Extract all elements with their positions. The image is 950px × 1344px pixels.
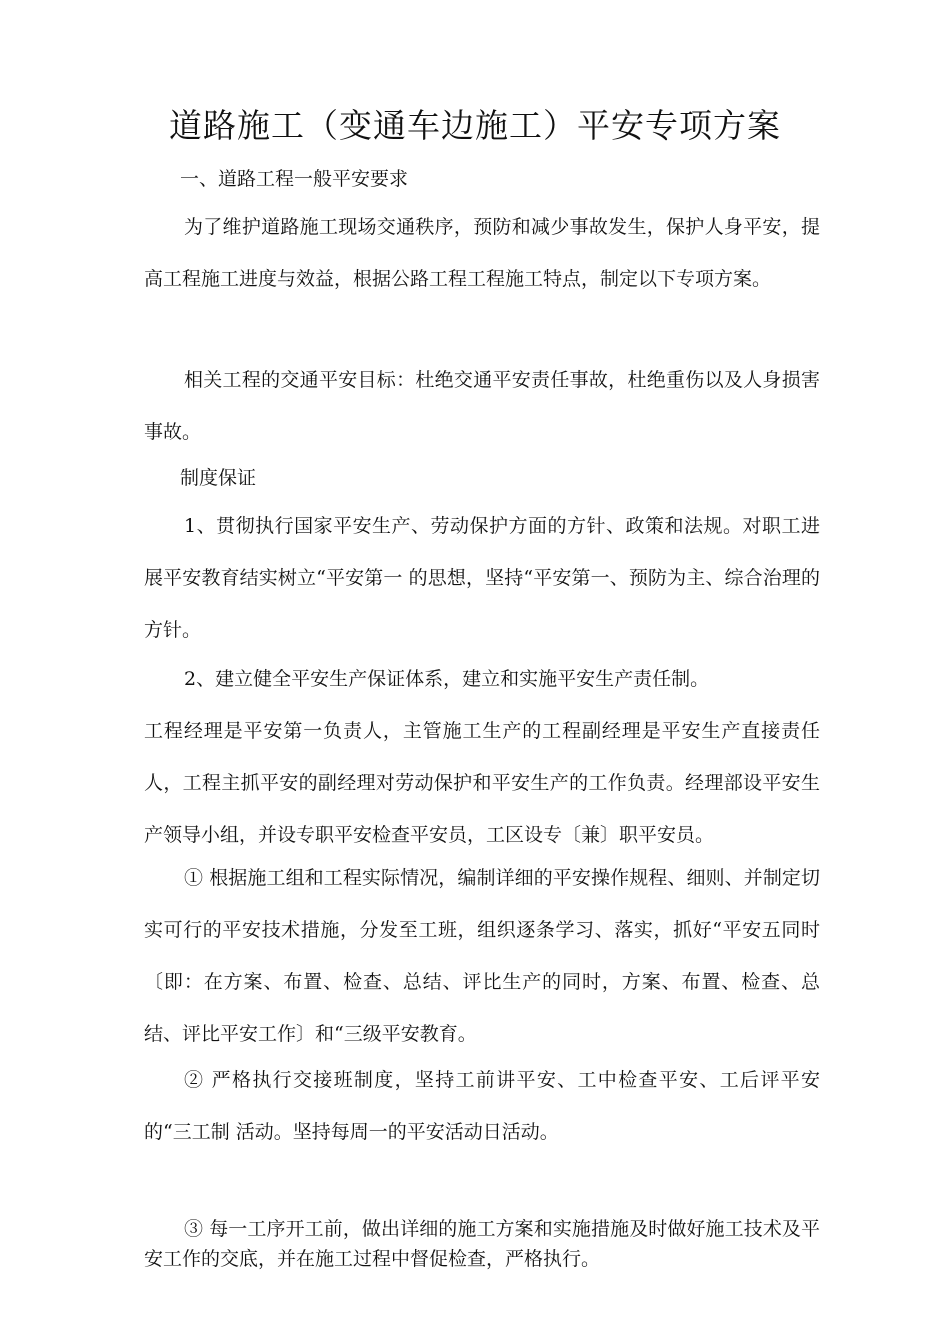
sub-heading-system: 制度保证 — [180, 467, 257, 489]
paragraph-item-1: 1、贯彻执行国家平安生产、劳动保护方面的方针、政策和法规。对职工进展平安教育结实树立“平安第一 的思想，坚持“平安第一、预防为主、综合治理的方针。 — [144, 515, 820, 641]
paragraph-item-2: 2、建立健全平安生产保证体系，建立和实施平安生产责任制。 — [184, 668, 710, 690]
paragraph-intro: 为了维护道路施工现场交通秩序，预防和减少事故发生，保护人身平安，提高工程施工进度与效益，根据公路工程工程施工特点，制定以下专项方案。 — [144, 216, 820, 290]
paragraph-circled-2: ② 严格执行交接班制度，坚持工前讲平安、工中检查平安、工后评平安的“三工制 活动。坚持每周一的平安活动日活动。 — [144, 1069, 820, 1143]
paragraph-goal: 相关工程的交通平安目标：杜绝交通平安责任事故，杜绝重伤以及人身损害事故。 — [144, 369, 820, 443]
paragraph-circled-3: ③ 每一工序开工前，做出详细的施工方案和实施措施及时做好施工技术及平安工作的交底，并在施工过程中督促检查，严格执行。 — [144, 1218, 820, 1270]
document-title: 道路施工（变通车边施工）平安专项方案 — [169, 106, 781, 145]
paragraph-circled-1: ① 根据施工组和工程实际情况，编制详细的平安操作规程、细则、并制定切实可行的平安技术措施，分发至工班，组织逐条学习、落实，抓好“平安五同时 〔即：在方案、布置、检查、总结、评比生产的同时，方案、布置、检查、总结、评比平安工作〕和“三级平安教育。 — [144, 867, 820, 1045]
section-heading: 一、道路工程一般平安要求 — [180, 168, 409, 190]
paragraph-manager: 工程经理是平安第一负责人，主管施工生产的工程副经理是平安生产直接责任人，工程主抓平安的副经理对劳动保护和平安生产的工作负责。经理部设平安生产领导小组，并设专职平安检查平安员，工区设专〔兼〕职平安员。 — [144, 720, 820, 846]
